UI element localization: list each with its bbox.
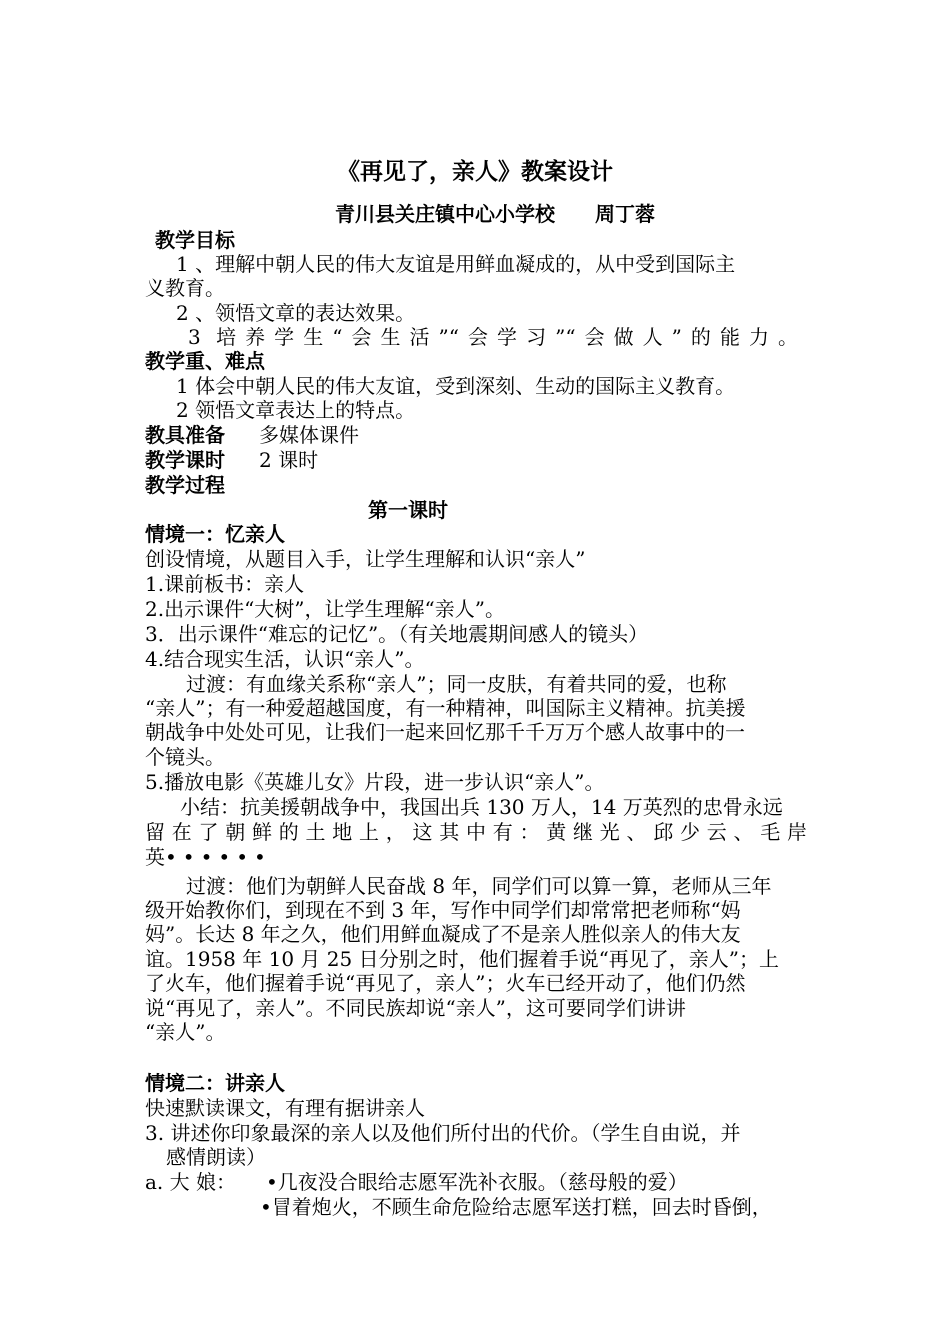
transition-2-line-5: 了火车，他们握着手说“再见了，亲人”；火车已经开动了，他们仍然 [145,971,746,995]
scene-1-item-5: 5.播放电影《英雄儿女》片段，进一步认识“亲人”。 [145,770,605,794]
transition-1-line-1: 过渡：有血缘关系称“亲人”；同一皮肤，有着共同的爱，也称 [186,672,727,696]
summary-line-2: 留在了朝鲜的土地上，这其中有：黄继光、邱少云、毛岸 [145,820,807,844]
scene-2-heading: 情境二：讲亲人 [145,1071,285,1095]
transition-2-line-7: “亲人”。 [145,1020,226,1044]
materials-row [145,423,810,447]
objectives-heading: 教学目标 [155,228,235,252]
transition-2-line-6: 说“再见了，亲人”。不同民族却说“亲人”，这可要同学们讲讲 [145,996,686,1020]
keypoints-heading: 教学重、难点 [145,349,265,373]
process-heading: 教学过程 [145,473,225,497]
transition-1-line-2: “亲人”；有一种爱超越国度，有一种精神，叫国际主义精神。抗美援 [145,696,746,720]
scene-1-item-3: 3．出示课件“难忘的记忆”。（有关地震期间感人的镜头） [145,622,649,646]
scene-1-item-4: 4.结合现实生活，认识“亲人”。 [145,647,425,671]
doc-title: 《再见了，亲人》教案设计 [337,159,613,185]
scene-2-item-3-line-2: 感情朗读） [166,1145,266,1169]
keypoint-2: 2 领悟文章表达上的特点。 [176,398,416,422]
transition-2-line-1: 过渡：他们为朝鲜人民奋战 8 年，同学们可以算一算，老师从三年 [186,874,772,898]
ellipsis-dots: •••••• [165,845,272,869]
scene-2-item-3-line-1: 3. 讲述你印象最深的亲人以及他们所付出的代价。（学生自由说，并 [145,1121,741,1145]
objective-1-line-2: 义教育。 [145,276,225,300]
scene-1-intro: 创设情境，从题目入手，让学生理解和认识“亲人” [145,547,586,571]
hours-row [145,448,810,472]
lesson-1-heading: 第一课时 [368,498,448,522]
transition-2-line-2: 级开始教你们，到现在不到 3 年，写作中同学们却常常把老师称“妈 [145,898,741,922]
daniang-point-2: •冒着炮火，不顾生命危险给志愿军送打糕，回去时昏倒， [260,1195,772,1219]
keypoint-1: 1 体会中朝人民的伟大友谊，受到深刻、生动的国际主义教育。 [176,374,736,398]
scene-1-item-2: 2.出示课件“大树”，让学生理解“亲人”。 [145,597,505,621]
transition-2-line-3: 妈”。长达 8 年之久，他们用鲜血凝成了不是亲人胜似亲人的伟大友 [145,922,741,946]
transition-2-line-4: 谊。1958 年 10 月 25 日分别之时，他们握着手说“再见了，亲人”；上 [145,947,780,971]
objective-3: 3 培养学生“会生活”“会学习”“会做人”的能力。 [188,325,798,349]
transition-1-line-3: 朝战争中处处可见，让我们一起来回忆那千千万万个感人故事中的一 [145,720,745,744]
summary-line-3 [145,845,810,869]
school-name: 青川县关庄镇中心小学校 [335,202,555,226]
summary-line-1: 小结：抗美援朝战争中，我国出兵 130 万人，14 万英烈的忠骨永远 [180,795,783,819]
daniang-point-1: •几夜没合眼给志愿军洗补衣服。（慈母般的爱） [266,1170,688,1194]
transition-1-line-4: 个镜头。 [145,745,225,769]
hours-value: 2 课时 [259,448,319,472]
hours-label: 教学课时 [145,448,225,472]
materials-label: 教具准备 [145,423,225,447]
scene-2-intro: 快速默读课文，有理有据讲亲人 [145,1096,425,1120]
doc-byline [0,202,950,226]
scene-1-heading: 情境一：忆亲人 [145,522,285,546]
objective-2: 2 、领悟文章的表达效果。 [176,301,416,325]
scene-1-item-1: 1.课前板书：亲人 [145,572,305,596]
objective-1-line-1: 1 、理解中朝人民的伟大友谊是用鲜血凝成的，从中受到国际主 [176,252,736,276]
summary-name-end: 英 [145,845,165,869]
materials-value: 多媒体课件 [259,423,359,447]
role-label-daniang: a. 大 娘： [145,1170,236,1194]
author-name: 周丁蓉 [595,202,655,226]
